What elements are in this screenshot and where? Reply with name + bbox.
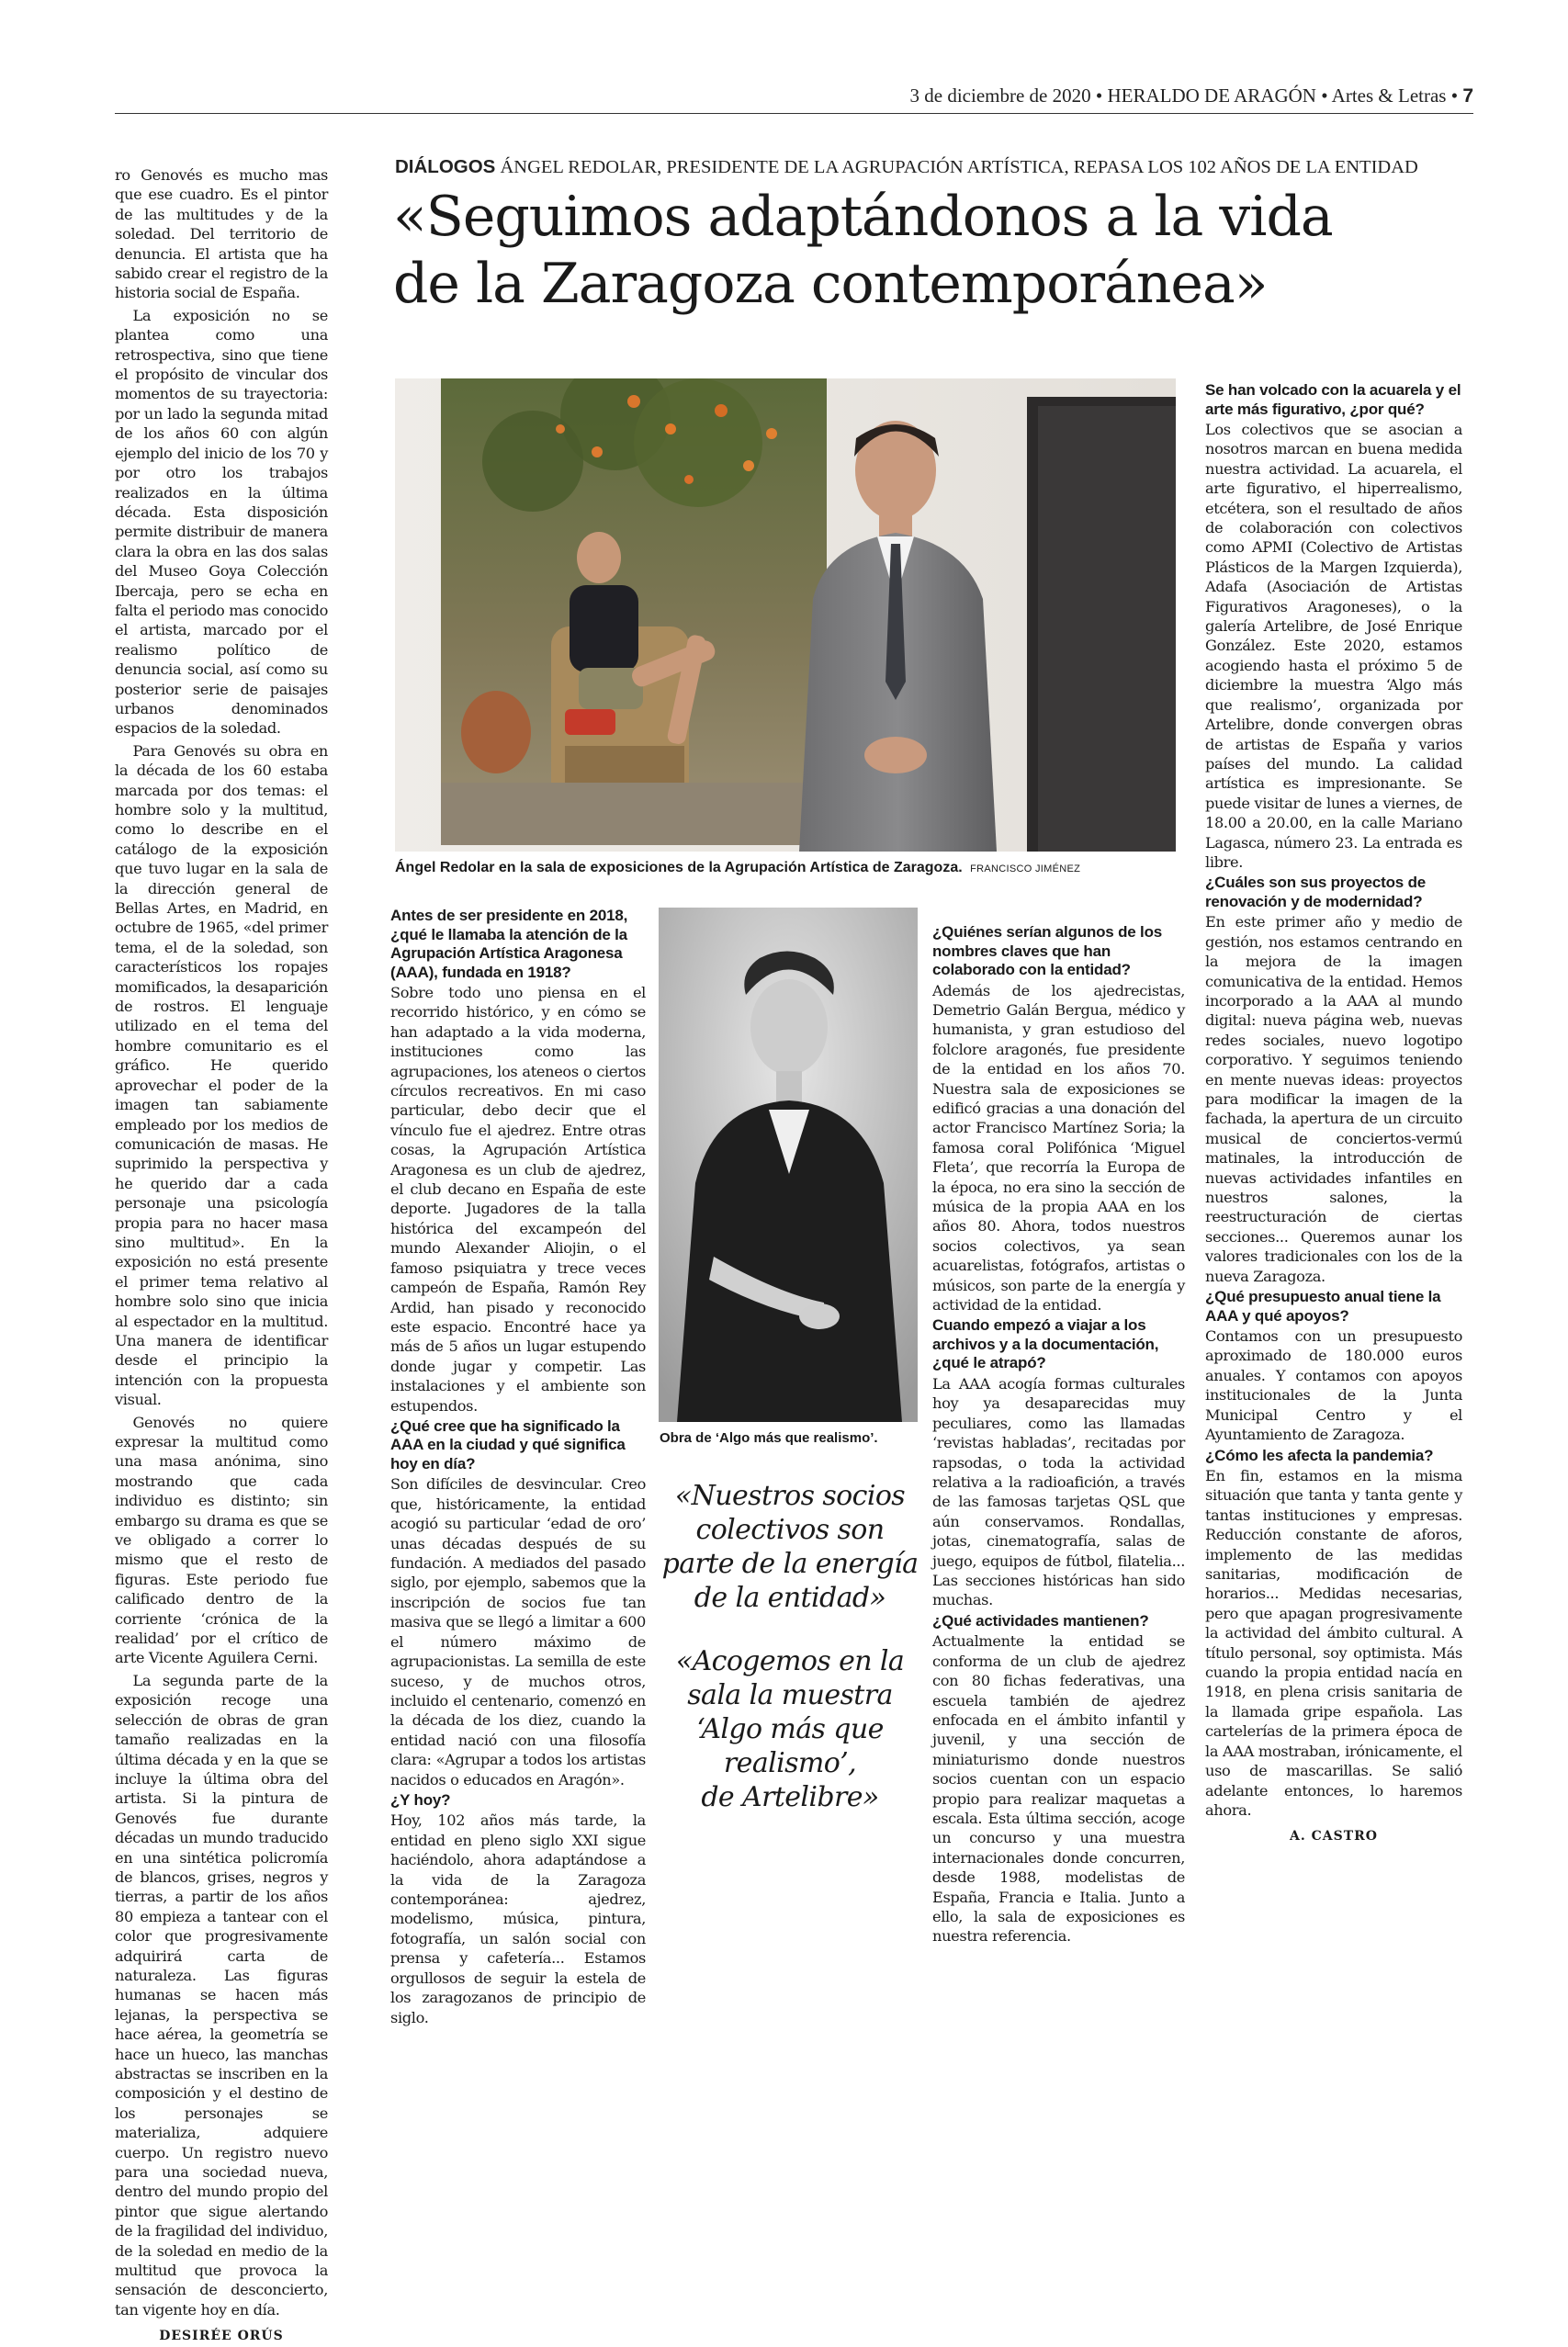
answer: Hoy, 102 años más tarde, la entidad en pleno siglo XXI sigue haciéndolo, ahora adaptándose a la vida de la Zaragoza contemporánea: ajedrez, modelismo, música, pintura, fotografía, un salón social con prensa y cafetería... Estamos orgullosos de seguir la estela de los zaragozanos de principio de siglo.	[390, 1811, 646, 2026]
answer: En fin, estamos en la misma situación que tanta y tanta gente y tantas instituciones y empresas. Reducción constante de aforos, implemento de las medidas sanitarias, modificación de horarios... Medidas necesarias, pero que apagan progresivamente la actividad del ámbito cultural. A título personal, soy optimista. Más cuando la propia entidad nacía en 1918, en plena crisis sanitaria de la llamada gripe española. Las cartelerías de la primera época de la AAA mostraban, irónicamente, el uso de mascarillas. Se salió adelante entonces, lo haremos ahora.	[1205, 1467, 1462, 1819]
left-paragraph: Genovés no quiere expresar la multitud como una masa anónima, sino mostrando que cada individuo es distinto; sin embargo su drama es que se ve obligado a correr lo mismo que el resto de figuras. Este periodo fue calificado dentro de la corriente ‘crónica de la realidad’ por el crítico de arte Vicente Aguilera Cerni.	[115, 1413, 328, 1667]
question: ¿Y hoy?	[390, 1790, 451, 1809]
pull-quote: «Nuestros socios colectivos son parte de la energía de la entidad»	[661, 1480, 919, 1614]
artwork-illustration	[659, 908, 918, 1422]
header-date-line: 3 de diciembre de 2020 • HERALDO DE ARAGÓN • Artes & Letras •	[909, 85, 1459, 107]
answer: Son difíciles de desvincular. Creo que, históricamente, la entidad acogió su particular ‘edad de oro’ unas décadas después de su fundación. A mediados del pasado siglo, por ejemplo, sabemos que la inscripción de socios fue tan masiva que se llegó a limitar a 600 el número máximo de agrupacionistas. La semilla de este suceso, y de muchos otros, incluido el centenario, comenzó en la década de los diez, cuando la entidad nació con una filosofía clara: «Agrupar a todos los artistas nacidos o educados en Aragón».	[390, 1475, 646, 1788]
interview-column-3	[1205, 379, 1462, 1847]
kicker-text: ÁNGEL REDOLAR, PRESIDENTE DE LA AGRUPACIÓN ARTÍSTICA, REPASA LOS 102 AÑOS DE LA ENTIDAD	[500, 157, 1418, 177]
artwork-caption: Obra de ‘Algo más que realismo’.	[660, 1430, 878, 1446]
question: ¿Qué cree que ha significado la AAA en la ciudad y qué significa hoy en día?	[390, 1416, 626, 1473]
answer: En este primer año y medio de gestión, nos estamos centrando en la mejora de la imagen comunicativa de la entidad. Hemos incorporado a la AAA al mundo digital: nueva página web, nuevas redes sociales, nuevo logotipo corporativo. Y seguimos teniendo en mente nuevas ideas: proyectos para modificar la imagen de la fachada, la apertura de un circuito musical de conciertos-vermú matinales, la introducción de nuevas actividades infantiles en nuestros salones, la reestructuración de ciertas secciones... Queremos aunar los valores tradicionales con los de la nueva Zaragoza.	[1205, 913, 1462, 1285]
article-signature: A. CASTRO	[1290, 1829, 1378, 1845]
left-article-signature: DESIRÉE ORÚS	[159, 2329, 284, 2344]
question: Antes de ser presidente en 2018, ¿qué le llamaba la atención de la Agrupación Artística Aragonesa (AAA), fundada en 1918?	[390, 907, 628, 981]
question: ¿Quiénes serían algunos de los nombres claves que han colaborado con la entidad?	[932, 923, 1163, 978]
answer: Actualmente la entidad se conforma de un club de ajedrez con 80 fichas federativas, una escuela también de ajedrez enfocada en el ámbito infantil y juvenil, y una sección de miniaturismo donde nuestros socios cuentan con un espacio propio para realizar maquetas a escala. Esta última sección, acoge un concurso y una muestra internacionales donde concurren, desde 1988, modelistas de España, Francia e Italia. Junto a ello, la sala de exposiciones es nuestra referencia.	[932, 1632, 1185, 1946]
pull-quote	[657, 1644, 923, 1814]
answer: Los colectivos que se asocian a nosotros marcan en buena medida nuestra actividad. La acuarela, el arte figurativo, el hiperrealismo, etcétera, son el resultado de años de colaboración con colectivos como APMI (Colectivo de Artistas Plásticos de la Margen Izquierda), Adafa (Asociación de Artistas Figurativos Aragoneses), o la galería Artelibre, de José Enrique González. Este 2020, estamos acogiendo hasta el próximo 5 de diciembre la muestra ‘Algo más que realismo’, organizada por Artelibre, donde convergen obras de artistas de España y varios países del mundo. La calidad artística es impresionante. Se puede visitar de lunes a viernes, de 18.00 a 20.00, en la calle Mariano Lagasca, número 23. La entrada es libre.	[1205, 421, 1462, 871]
left-paragraph: La segunda parte de la exposición recoge una selección de obras de gran tamaño realizadas en la última década y en la que se incluye la última obra del artista. Si la pintura de Genovés fue durante décadas un mundo traducido en una sintética policromía de blancos, grises, negros y tierras, a partir de los años 80 empieza a tantear con el color que progresivamente adquirirá carta de naturaleza. Las figuras humanas se hacen más lejanas, la perspectiva se hace aérea, la geometría se hace un hueco, las manchas abstractas se inscriben en la composición y el destino de los personajes se materializa, adquiere cuerpo. Un registro nuevo para una sociedad nueva, dentro del mundo propio del pintor que sigue alertando de la fragilidad del individuo, de la soledad en medio de la multitud que provoca la sensación de desconcierto, tan vigente hoy en día.	[115, 1671, 328, 2319]
headline	[393, 184, 1495, 318]
kicker-label: DIÁLOGOS	[395, 156, 496, 177]
main-photo-illustration	[395, 378, 1176, 852]
pull-quote-line: «Acogemos en la sala la muestra ‘Algo más que realismo’,	[675, 1645, 905, 1779]
question: ¿Qué actividades mantienen?	[932, 1611, 1149, 1630]
photo-caption-text: Ángel Redolar en la sala de exposiciones de la Agrupación Artística de Zaragoza.	[395, 860, 963, 875]
main-photo	[395, 378, 1176, 852]
question: Se han volcado con la acuarela y el arte más figurativo, ¿por qué?	[1205, 381, 1461, 418]
answer: Además de los ajedrecistas, Demetrio Galán Bergua, médico y humanista, y gran estudioso del folclore aragonés, fue presidente de la entidad en los años 70. Nuestra sala de exposiciones se edificó gracias a una donación del actor Francisco Martínez Soria; la famosa coral Polifónica ‘Miguel Fleta’, que recorría la Europa de la época, no era sino la sección de música de la propia AAA en los años 80. Ahora, todos nuestros socios colectivos, ya sean acuarelistas, fotógrafos, artistas o músicos, son parte de la energía y actividad de la entidad.	[932, 981, 1185, 1314]
question: ¿Cuáles son sus proyectos de renovación y de modernidad?	[1205, 874, 1427, 910]
page-header	[910, 85, 1473, 107]
answer: La AAA acogía formas culturales hoy ya desaparecidas muy peculiares, como las llamadas ‘revistas habladas’, recitadas por rapsodas, o toda la actividad relativa a la radioafición, a través de las famosas tarjetas QSL que aún conservamos. Rondallas, jotas, cinematografía, salas de juego, equipos de fútbol, filatelia... Las secciones históricas han sido muchas.	[932, 1374, 1185, 1609]
answer: Contamos con un presupuesto aproximado de 180.000 euros anuales. Y contamos con apoyos institucionales de la Junta Municipal Centro y el Ayuntamiento de Zaragoza.	[1205, 1327, 1462, 1444]
question: ¿Qué presupuesto anual tiene la AAA y qué apoyos?	[1205, 1288, 1441, 1325]
headline-line: de la Zaragoza contemporánea»	[393, 252, 1268, 316]
pull-quote-line: de Artelibre»	[701, 1781, 879, 1813]
page-number: 7	[1462, 85, 1473, 107]
left-paragraph: La exposición no se plantea como una retrospectiva, sino que tiene el propósito de vincular dos momentos de su trayectoria: por un lado la segunda mitad de los años 60 con algún ejemplo del inicio de los 70 y por otro los trabajos realizados en la última década. Esta disposición permite distribuir de manera clara la obra en las dos salas del Museo Goya Colección Ibercaja, pero se echa en falta el periodo mas conocido el artista, marcado por el realismo político de denuncia social, así como su posterior serie de paisajes urbanos denominados espacios de la soledad.	[115, 306, 328, 738]
article-kicker	[395, 156, 1418, 178]
left-paragraph: ro Genovés es mucho mas que ese cuadro. Es el pintor de las multitudes y de la soledad. Del territorio de denuncia. El artista que ha sabido crear el registro de la historia social de España.	[115, 166, 328, 302]
interview-column-1	[390, 905, 646, 2029]
left-article-column	[115, 165, 328, 2347]
answer: Sobre todo uno piensa en el recorrido histórico, y en cómo se han adaptado a la vida moderna, instituciones como las agrupaciones, los ateneos o ciertos círculos recreativos. En mi caso particular, debo decir que el vínculo fue el ajedrez. Entre otras cosas, la Agrupación Artística Aragonesa es un club de ajedrez, el club decano en España de este deporte. Jugadores de la talla histórica del excampeón del mundo Alexander Aliojin, o el famoso psiquiatra y trece veces campeón de España, Ramón Rey Ardid, han pisado y reconocido este espacio. Encontré hace ya más de 5 años un lugar estupendo donde jugar y competir. Las instalaciones y el ambiente son estupendos.	[390, 984, 646, 1415]
left-paragraph: Para Genovés su obra en la década de los 60 estaba marcada por dos temas: el hombre solo y la multitud, como lo describe en el catálogo de la exposición que tuvo lugar en la sala de la dirección general de Bellas Artes, en Madrid, en octubre de 1965, «del primer tema, el de la soledad, son característicos los ropajes momificados, la desaparición de rostros. El lenguaje utilizado en el tema del hombre comunitario es el gráfico. He querido aprovechar el poder de la imagen tan sabiamente empleado por los medios de comunicación de masas. He suprimido la perspectiva y he querido dar a cada personaje una psicología propia para no hacer masa sino multitud». En la exposición no está presente el primer tema relativo al hombre solo sino que inicia al espectador en la multitud. Una manera de identificar desde el principio la intención con la propuesta visual.	[115, 741, 328, 1409]
question: ¿Cómo les afecta la pandemia?	[1205, 1446, 1434, 1464]
photo-credit: FRANCISCO JIMÉNEZ	[970, 863, 1081, 874]
headline-line: «Seguimos adaptándonos a la vida	[393, 185, 1333, 249]
photo-caption	[395, 860, 1185, 876]
question: Cuando empezó a viajar a los archivos y a la documentación, ¿qué le atrapó?	[932, 1316, 1159, 1372]
interview-column-2	[932, 921, 1185, 1948]
header-rule	[115, 113, 1473, 114]
artwork-photo	[659, 908, 918, 1422]
